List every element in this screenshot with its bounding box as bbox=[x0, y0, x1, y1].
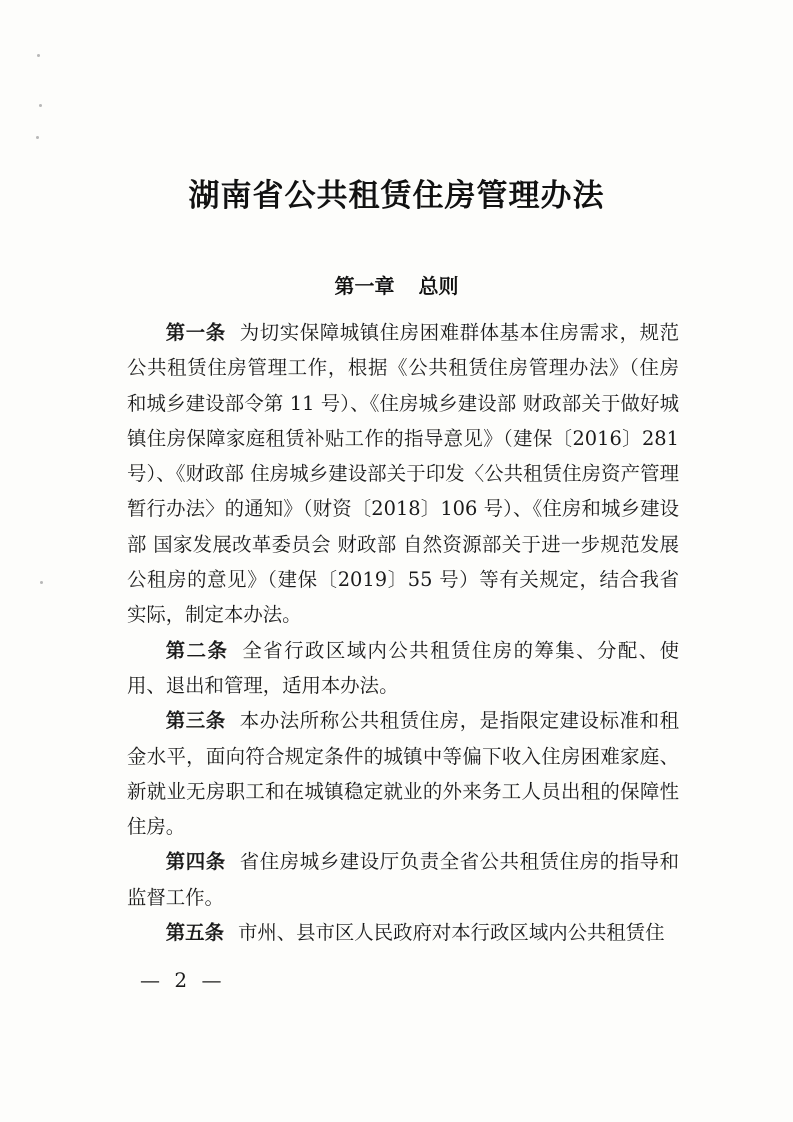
article-paragraph bbox=[127, 844, 679, 915]
article-paragraph bbox=[127, 915, 679, 950]
scan-speck bbox=[36, 136, 39, 139]
article-label: 第五条 bbox=[165, 921, 224, 945]
chapter-name: 总则 bbox=[418, 274, 459, 298]
article-text: 省住房城乡建设厅负责全省公共租赁住房的指导和监督工作。 bbox=[127, 850, 680, 909]
scan-speck bbox=[39, 104, 42, 107]
chapter-number: 第一章 bbox=[334, 274, 395, 298]
article-text: 市州、县市区人民政府对本行政区域内公共租赁住 bbox=[237, 921, 665, 945]
article-paragraph bbox=[127, 703, 679, 844]
document-body bbox=[127, 315, 679, 950]
article-paragraph bbox=[127, 633, 679, 704]
article-label: 第一条 bbox=[165, 321, 226, 344]
scan-speck bbox=[40, 581, 43, 584]
chapter-heading bbox=[0, 270, 793, 299]
article-label: 第三条 bbox=[165, 709, 226, 733]
article-paragraph bbox=[127, 315, 679, 633]
article-text: 本办法所称公共租赁住房，是指限定建设标准和租金水平，面向符合规定条件的城镇中等偏下收入住房困难家庭、新就业无房职工和在城镇稳定就业的外来务工人员出租的保障性住房。 bbox=[127, 709, 680, 839]
scan-speck bbox=[37, 54, 40, 57]
article-text: 全省行政区域内公共租赁住房的筹集、分配、使用、退出和管理，适用本办法。 bbox=[127, 638, 680, 697]
article-label: 第二条 bbox=[165, 638, 229, 662]
page-number: — 2 — bbox=[140, 968, 226, 992]
article-label: 第四条 bbox=[165, 850, 226, 874]
document-title: 湖南省公共租赁住房管理办法 bbox=[188, 178, 605, 214]
article-text: 为切实保障城镇住房困难群体基本住房需求，规范公共租赁住房管理工作，根据《公共租赁住房管理办法》（住房和城乡建设部令第 11 号）、《住房城乡建设部 财政部关于做好城镇住房保障家庭租赁补贴工作的指导意见》（建保〔2016〕281 号）、《财政部 住房城乡建设部关于印发〈公共租赁住房资产管理暂行办法〉的通知》（财资〔2018〕106 号）、《住房和城乡建设部 国家发展改革委员会 财政部 自然资源部关于进一步规范发展公租房的意见》（建保〔2019〕55 号）等有关规定，结合我省实际，制定本办法。 bbox=[127, 321, 680, 627]
